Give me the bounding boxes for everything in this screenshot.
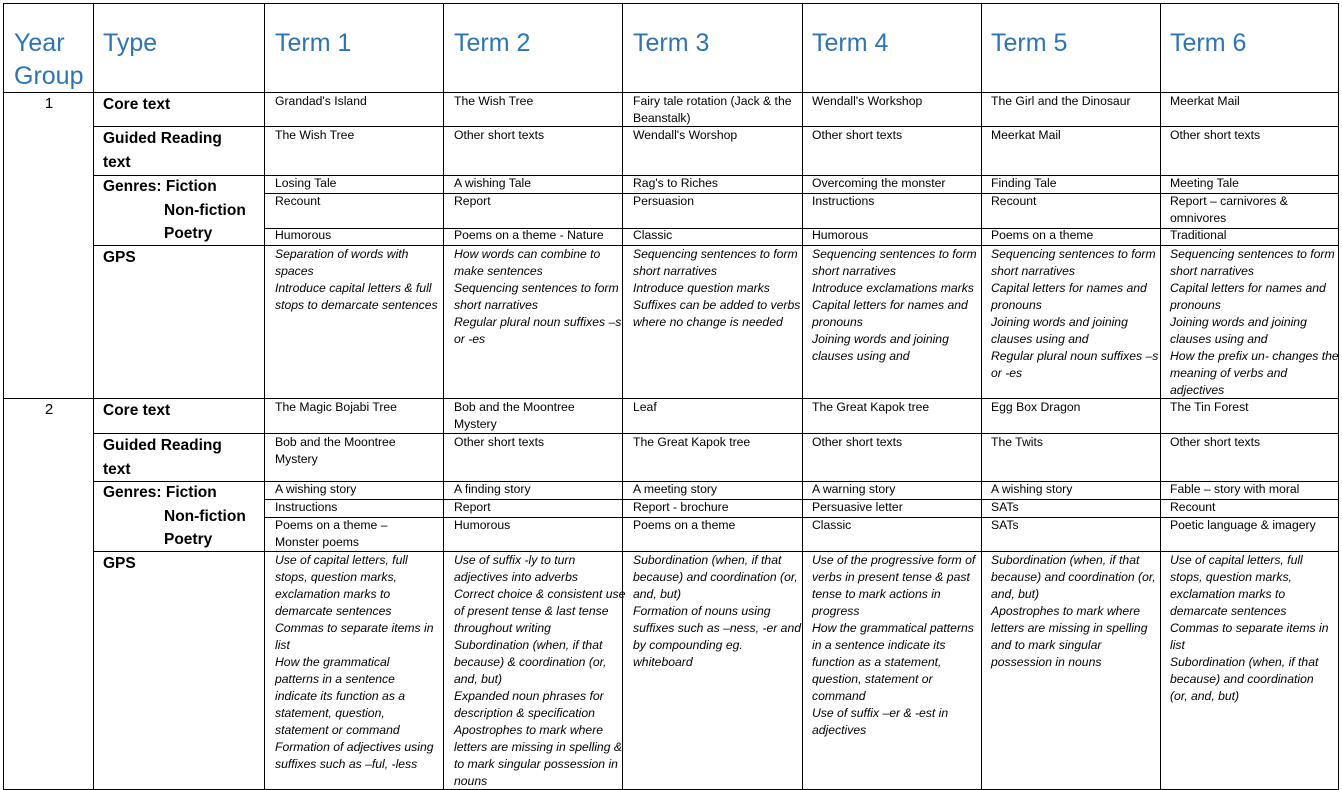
y1-poetry-term-1: Humorous	[275, 228, 332, 242]
y2-nonfiction-term-2: Report	[454, 500, 491, 514]
y1-gps-term-4: Sequencing sentences to form short narratives Introduce exclamations marks Capital letters for names and pronouns Joining words and joining clauses using and	[812, 247, 977, 363]
y2-guided-term-1: Bob and the Moontree Mystery	[275, 435, 396, 466]
y1-poetry-term-2: Poems on a theme - Nature	[454, 228, 604, 242]
grid-line	[443, 3, 444, 789]
y2-fiction-term-6: Fable – story with moral	[1170, 482, 1300, 496]
label-non-fiction: Non-fiction	[164, 202, 246, 219]
y1-nonfiction-term-3: Persuasion	[633, 194, 694, 208]
y1-guided-term-3: Wendall's Worshop	[633, 128, 738, 142]
label-genres-fiction: Genres: Fiction	[103, 178, 217, 195]
y1-core-term-1: Grandad's Island	[275, 94, 367, 108]
label-guided-reading: Guided Reading text	[103, 437, 222, 478]
y2-poetry-term-2: Humorous	[454, 518, 511, 532]
y2-nonfiction-term-1: Instructions	[275, 500, 338, 514]
y2-fiction-term-2: A finding story	[454, 482, 531, 496]
grid-line	[3, 3, 4, 789]
y1-poetry-term-3: Classic	[633, 228, 673, 242]
header-term-4: Term 4	[812, 29, 889, 57]
header-type: Type	[103, 29, 158, 57]
y2-gps-term-1: Use of capital letters, full stops, question marks, exclamation marks to demarcate sentences Commas to separate items in list How the grammatical patterns in a sentence indicate its function as a statement, question, statement or command Formation of adjectives using suffixes such as –ful, -less	[275, 553, 434, 771]
y1-poetry-term-4: Humorous	[812, 228, 869, 242]
label-poetry: Poetry	[164, 225, 213, 242]
header-year-group: Year Group	[14, 29, 84, 90]
y1-poetry-term-5: Poems on a theme	[991, 228, 1094, 242]
header-term-5: Term 5	[991, 29, 1068, 57]
y2-gps-term-5: Subordination (when, if that because) and coordination (or, and, but) Apostrophes to mark where letters are missing in spelling and to mark singular possession in nouns	[991, 553, 1156, 669]
y2-core-term-3: Leaf	[633, 400, 657, 414]
y2-poetry-term-3: Poems on a theme	[633, 518, 736, 532]
y1-gps-term-5: Sequencing sentences to form short narratives Capital letters for names and pronouns Joining words and joining clauses using and Regular plural noun suffixes –s or -es	[991, 247, 1159, 380]
y1-nonfiction-term-6: Report – carnivores & omnivores	[1170, 194, 1288, 225]
y1-fiction-term-3: Rag's to Riches	[633, 176, 718, 190]
y2-guided-term-3: The Great Kapok tree	[633, 435, 751, 449]
y2-guided-term-6: Other short texts	[1170, 435, 1261, 449]
label-non-fiction: Non-fiction	[164, 508, 246, 525]
y2-gps-term-3: Subordination (when, if that because) and coordination (or, and, but) Formation of nouns using suffixes such as –ness, -er and by compounding eg. whiteboard	[633, 553, 802, 669]
y2-nonfiction-term-6: Recount	[1170, 500, 1216, 514]
y2-gps-term-2: Use of suffix -ly to turn adjectives into adverbs Correct choice & consistent use of present tense & last tense throughout writing Subordination (when, if that because) & coordination (or, and, but) Expanded noun phrases for description & specification Apostrophes to mark where letters are missing in spelling & to mark singular possession in nouns	[454, 553, 626, 788]
y2-poetry-term-5: SATs	[991, 518, 1019, 532]
y1-fiction-term-5: Finding Tale	[991, 176, 1057, 190]
y1-guided-term-6: Other short texts	[1170, 128, 1261, 142]
y2-core-term-2: Bob and the Moontree Mystery	[454, 400, 575, 431]
y2-poetry-term-4: Classic	[812, 518, 852, 532]
y1-core-term-5: The Girl and the Dinosaur	[991, 94, 1131, 108]
label-core-text: Core text	[103, 96, 171, 113]
y1-fiction-term-6: Meeting Tale	[1170, 176, 1239, 190]
y2-fiction-term-5: A wishing story	[991, 482, 1073, 496]
y2-fiction-term-3: A meeting story	[633, 482, 717, 496]
header-term-1: Term 1	[275, 29, 352, 57]
y2-nonfiction-term-4: Persuasive letter	[812, 500, 903, 514]
y1-guided-term-5: Meerkat Mail	[991, 128, 1061, 142]
y2-poetry-term-1: Poems on a theme – Monster poems	[275, 518, 388, 549]
y1-guided-term-4: Other short texts	[812, 128, 903, 142]
y2-nonfiction-term-5: SATs	[991, 500, 1019, 514]
y2-guided-term-4: Other short texts	[812, 435, 903, 449]
label-poetry: Poetry	[164, 531, 213, 548]
y1-guided-term-1: The Wish Tree	[275, 128, 355, 142]
header-term-2: Term 2	[454, 29, 531, 57]
y2-poetry-term-6: Poetic language & imagery	[1170, 518, 1316, 532]
y2-gps-term-6: Use of capital letters, full stops, question marks, exclamation marks to demarcate sentences Commas to separate items in list Subordination (when, if that because) and coordination (or, and, but)	[1170, 553, 1329, 703]
label-core-text: Core text	[103, 402, 171, 419]
header-term-3: Term 3	[633, 29, 710, 57]
grid-line	[93, 3, 94, 789]
y1-nonfiction-term-2: Report	[454, 194, 491, 208]
y1-fiction-term-2: A wishing Tale	[454, 176, 532, 190]
label-guided-reading: Guided Reading text	[103, 130, 222, 171]
y2-fiction-term-4: A warning story	[812, 482, 896, 496]
y1-gps-term-2: How words can combine to make sentences Sequencing sentences to form short narratives Regular plural noun suffixes –s or -es	[454, 247, 622, 346]
y1-poetry-term-6: Traditional	[1170, 228, 1227, 242]
label-genres-fiction: Genres: Fiction	[103, 484, 217, 501]
y1-nonfiction-term-1: Recount	[275, 194, 321, 208]
grid-line	[3, 3, 1339, 4]
label-gps: GPS	[103, 249, 136, 266]
y1-gps-term-1: Separation of words with spaces Introduce capital letters & full stops to demarcate sentences	[275, 247, 438, 312]
year-group-2: 2	[44, 401, 54, 418]
y2-guided-term-2: Other short texts	[454, 435, 545, 449]
y1-fiction-term-4: Overcoming the monster	[812, 176, 946, 190]
grid-line	[264, 3, 265, 789]
y2-core-term-1: The Magic Bojabi Tree	[275, 400, 397, 414]
header-term-6: Term 6	[1170, 29, 1247, 57]
label-gps: GPS	[103, 555, 136, 572]
y1-core-term-2: The Wish Tree	[454, 94, 534, 108]
y2-gps-term-4: Use of the progressive form of verbs in present tense & past tense to mark actions in progress How the grammatical patterns in a sentence indicate its function as a statement, question, statement or command Use of suffix –er & -est in adjectives	[812, 553, 976, 737]
y1-core-term-6: Meerkat Mail	[1170, 94, 1240, 108]
y2-nonfiction-term-3: Report - brochure	[633, 500, 729, 514]
y2-fiction-term-1: A wishing story	[275, 482, 357, 496]
y2-core-term-4: The Great Kapok tree	[812, 400, 930, 414]
y2-core-term-5: Egg Box Dragon	[991, 400, 1081, 414]
y1-gps-term-3: Sequencing sentences to form short narratives Introduce question marks Suffixes can be added to verbs where no change is needed	[633, 247, 801, 329]
y2-guided-term-5: The Twits	[991, 435, 1043, 449]
y1-core-term-4: Wendall's Workshop	[812, 94, 923, 108]
year-group-1: 1	[44, 95, 54, 112]
grid-line	[1160, 3, 1161, 789]
y1-guided-term-2: Other short texts	[454, 128, 545, 142]
y1-nonfiction-term-5: Recount	[991, 194, 1037, 208]
y1-nonfiction-term-4: Instructions	[812, 194, 875, 208]
y1-gps-term-6: Sequencing sentences to form short narratives Capital letters for names and pronouns Joining words and joining clauses using and How the prefix un- changes the meaning of verbs and adjectives	[1170, 247, 1339, 397]
y1-core-term-3: Fairy tale rotation (Jack & the Beanstalk)	[633, 94, 792, 125]
y2-core-term-6: The Tin Forest	[1170, 400, 1249, 414]
y1-fiction-term-1: Losing Tale	[275, 176, 337, 190]
